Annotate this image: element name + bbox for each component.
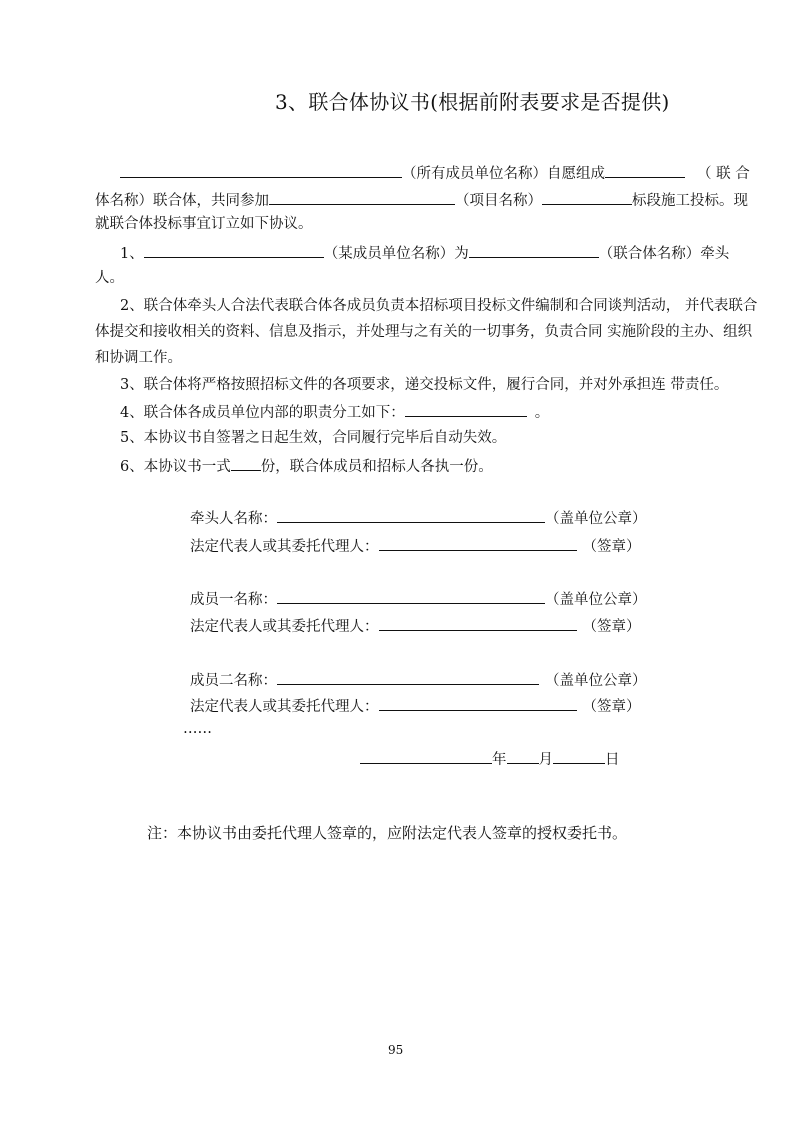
month-label: 月 (538, 752, 553, 768)
intro-text: （ 联 合 (697, 166, 750, 182)
intro-line-1 (120, 162, 750, 184)
leader-rep-field[interactable] (379, 535, 577, 551)
clause-3: 3、联合体将严格按照招标文件的各项要求，递交投标文件，履行合同，并对外承担连 带责任。 (120, 377, 729, 393)
clause-2-line-3: 和协调工作。 (95, 350, 182, 366)
signature-label: 成员一名称： (190, 592, 277, 608)
member2-signature-row (190, 669, 647, 691)
clause-6 (120, 455, 493, 477)
footnote: 注：本协议书由委托代理人签章的，应附法定代表人签章的授权委托书。 (147, 824, 628, 842)
member1-signature-row (190, 588, 647, 610)
signature-label: 法定代表人或其委托代理人： (190, 539, 379, 555)
member1-rep-row (190, 615, 641, 637)
duties-blank[interactable] (405, 401, 527, 417)
date-row (360, 748, 620, 770)
year-field[interactable] (360, 748, 492, 764)
intro-line-3: 就联合体投标事宜订立如下协议。 (95, 216, 313, 232)
leader-rep-row (190, 535, 641, 557)
clause-text: （某成员单位名称）为 (323, 246, 469, 262)
clause-text: 4、联合体各成员单位内部的职责分工如下： (120, 405, 405, 421)
signature-label: 成员二名称： (190, 673, 277, 689)
sign-note: （签章） (582, 619, 641, 635)
section-blank[interactable] (542, 189, 632, 205)
clause-5: 5、本协议书自签署之日起生效，合同履行完毕后自动失效。 (120, 430, 507, 446)
page-number: 95 (388, 1043, 404, 1057)
member-name-blank[interactable] (144, 242, 324, 258)
page-title: 3、联合体协议书(根据前附表要求是否提供) (275, 90, 670, 114)
signature-label: 法定代表人或其委托代理人： (190, 699, 379, 715)
members-name-blank[interactable] (120, 162, 402, 178)
intro-text: （所有成员单位名称）自愿组成 (402, 166, 605, 182)
clause-4 (120, 401, 549, 423)
intro-text: （项目名称） (455, 193, 542, 209)
member2-name-field[interactable] (277, 669, 539, 685)
copies-blank[interactable] (231, 455, 261, 471)
consortium-name-blank-2[interactable] (469, 242, 599, 258)
sign-note: （签章） (582, 539, 641, 555)
intro-text: 标段施工投标。现 (632, 193, 748, 209)
clause-text: 1、 (120, 246, 144, 262)
leader-name-field[interactable] (277, 507, 545, 523)
year-label: 年 (492, 752, 507, 768)
member2-rep-row (190, 695, 641, 717)
ellipsis: …… (183, 721, 212, 737)
member2-rep-field[interactable] (379, 695, 577, 711)
day-field[interactable] (553, 748, 605, 764)
seal-note: （盖单位公章） (545, 592, 647, 608)
clause-text: 。 (534, 405, 550, 421)
clause-text: 份，联合体成员和招标人各执一份。 (260, 459, 493, 475)
clause-text: 6、本协议书一式 (120, 459, 231, 475)
project-name-blank[interactable] (269, 189, 455, 205)
clause-1-cont: 人。 (95, 270, 124, 286)
intro-text: 体名称）联合体，共同参加 (95, 193, 269, 209)
member1-rep-field[interactable] (379, 615, 577, 631)
clause-1 (120, 242, 729, 264)
day-label: 日 (605, 752, 620, 768)
signature-label: 法定代表人或其委托代理人： (190, 619, 379, 635)
clause-2-line-1: 2、联合体牵头人合法代表联合体各成员负责本招标项目投标文件编制和合同谈判活动， 并代表联合 (120, 298, 758, 314)
member1-name-field[interactable] (277, 588, 545, 604)
sign-note: （签章） (582, 699, 641, 715)
clause-text: （联合体名称）牵头 (598, 246, 730, 262)
seal-note: （盖单位公章） (545, 511, 647, 527)
month-field[interactable] (507, 748, 539, 764)
leader-signature-row (190, 507, 647, 529)
signature-label: 牵头人名称： (190, 511, 277, 527)
consortium-name-blank[interactable] (605, 162, 685, 178)
clause-2-line-2: 体提交和接收相关的资料、信息及指示，并处理与之有关的一切事务，负责合同 实施阶段的主办、组织 (95, 324, 753, 340)
intro-line-2 (95, 189, 748, 211)
seal-note: （盖单位公章） (545, 673, 647, 689)
